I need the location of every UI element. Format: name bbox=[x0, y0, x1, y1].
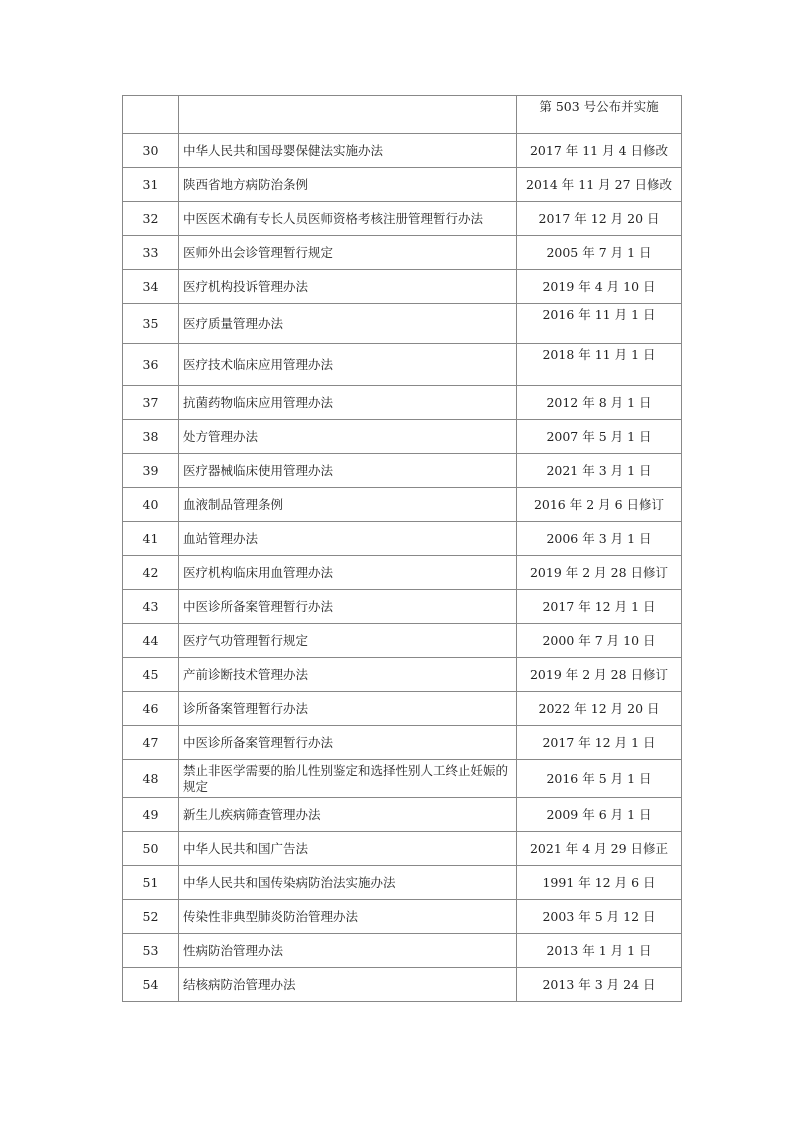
effective-date: 2016 年 11 月 1 日 bbox=[517, 304, 682, 344]
table-row bbox=[123, 236, 682, 270]
table-row bbox=[123, 658, 682, 692]
effective-date: 2019 年 2 月 28 日修订 bbox=[517, 556, 682, 590]
table-row bbox=[123, 344, 682, 386]
effective-date: 2003 年 5 月 12 日 bbox=[517, 900, 682, 934]
regulation-name: 中华人民共和国广告法 bbox=[179, 832, 517, 866]
row-number: 50 bbox=[123, 832, 179, 866]
table-row bbox=[123, 624, 682, 658]
table-row bbox=[123, 96, 682, 134]
effective-date: 2007 年 5 月 1 日 bbox=[517, 420, 682, 454]
effective-date: 2014 年 11 月 27 日修改 bbox=[517, 168, 682, 202]
regulation-name: 医疗机构临床用血管理办法 bbox=[179, 556, 517, 590]
table-row bbox=[123, 590, 682, 624]
effective-date: 2017 年 12 月 1 日 bbox=[517, 590, 682, 624]
table-row bbox=[123, 692, 682, 726]
regulation-name: 诊所备案管理暂行办法 bbox=[179, 692, 517, 726]
table-row bbox=[123, 522, 682, 556]
row-number: 53 bbox=[123, 934, 179, 968]
table-row bbox=[123, 760, 682, 798]
effective-date: 2016 年 5 月 1 日 bbox=[517, 760, 682, 798]
table-row bbox=[123, 488, 682, 522]
row-number: 33 bbox=[123, 236, 179, 270]
regulation-name: 传染性非典型肺炎防治管理办法 bbox=[179, 900, 517, 934]
regulation-name: 性病防治管理办法 bbox=[179, 934, 517, 968]
effective-date: 2013 年 3 月 24 日 bbox=[517, 968, 682, 1002]
effective-date: 2000 年 7 月 10 日 bbox=[517, 624, 682, 658]
row-number: 40 bbox=[123, 488, 179, 522]
table-row bbox=[123, 386, 682, 420]
regulation-name: 陕西省地方病防治条例 bbox=[179, 168, 517, 202]
row-number: 37 bbox=[123, 386, 179, 420]
row-number: 51 bbox=[123, 866, 179, 900]
row-number: 48 bbox=[123, 760, 179, 798]
table-row bbox=[123, 968, 682, 1002]
regulation-name: 抗菌药物临床应用管理办法 bbox=[179, 386, 517, 420]
row-number: 30 bbox=[123, 134, 179, 168]
row-number: 35 bbox=[123, 304, 179, 344]
regulation-name: 中医诊所备案管理暂行办法 bbox=[179, 590, 517, 624]
row-number: 36 bbox=[123, 344, 179, 386]
regulation-name: 医疗质量管理办法 bbox=[179, 304, 517, 344]
effective-date: 2017 年 12 月 20 日 bbox=[517, 202, 682, 236]
row-number bbox=[123, 96, 179, 134]
regulation-name: 中医医术确有专长人员医师资格考核注册管理暂行办法 bbox=[179, 202, 517, 236]
row-number: 54 bbox=[123, 968, 179, 1002]
table-row bbox=[123, 556, 682, 590]
row-number: 39 bbox=[123, 454, 179, 488]
effective-date: 第 503 号公布并实施 bbox=[517, 96, 682, 134]
row-number: 43 bbox=[123, 590, 179, 624]
row-number: 38 bbox=[123, 420, 179, 454]
effective-date: 2021 年 4 月 29 日修正 bbox=[517, 832, 682, 866]
row-number: 45 bbox=[123, 658, 179, 692]
effective-date: 1991 年 12 月 6 日 bbox=[517, 866, 682, 900]
table-row bbox=[123, 168, 682, 202]
regulation-name: 产前诊断技术管理办法 bbox=[179, 658, 517, 692]
regulation-name: 结核病防治管理办法 bbox=[179, 968, 517, 1002]
table-row bbox=[123, 420, 682, 454]
row-number: 47 bbox=[123, 726, 179, 760]
row-number: 42 bbox=[123, 556, 179, 590]
effective-date: 2017 年 12 月 1 日 bbox=[517, 726, 682, 760]
regulation-name: 中华人民共和国传染病防治法实施办法 bbox=[179, 866, 517, 900]
row-number: 34 bbox=[123, 270, 179, 304]
effective-date: 2021 年 3 月 1 日 bbox=[517, 454, 682, 488]
regulation-name: 医疗气功管理暂行规定 bbox=[179, 624, 517, 658]
effective-date: 2022 年 12 月 20 日 bbox=[517, 692, 682, 726]
row-number: 52 bbox=[123, 900, 179, 934]
effective-date: 2019 年 2 月 28 日修订 bbox=[517, 658, 682, 692]
regulations-table bbox=[122, 95, 682, 1002]
regulation-name: 血液制品管理条例 bbox=[179, 488, 517, 522]
table-row bbox=[123, 202, 682, 236]
table-row bbox=[123, 134, 682, 168]
regulation-name: 医师外出会诊管理暂行规定 bbox=[179, 236, 517, 270]
table-row bbox=[123, 866, 682, 900]
regulation-name: 医疗技术临床应用管理办法 bbox=[179, 344, 517, 386]
effective-date: 2013 年 1 月 1 日 bbox=[517, 934, 682, 968]
regulation-name: 医疗器械临床使用管理办法 bbox=[179, 454, 517, 488]
effective-date: 2009 年 6 月 1 日 bbox=[517, 798, 682, 832]
table-row bbox=[123, 832, 682, 866]
regulation-name: 禁止非医学需要的胎儿性别鉴定和选择性别人工终止妊娠的规定 bbox=[179, 760, 517, 798]
regulation-name: 处方管理办法 bbox=[179, 420, 517, 454]
table-row bbox=[123, 934, 682, 968]
effective-date: 2006 年 3 月 1 日 bbox=[517, 522, 682, 556]
regulation-name: 中华人民共和国母婴保健法实施办法 bbox=[179, 134, 517, 168]
regulation-name: 医疗机构投诉管理办法 bbox=[179, 270, 517, 304]
row-number: 44 bbox=[123, 624, 179, 658]
table-row bbox=[123, 304, 682, 344]
row-number: 49 bbox=[123, 798, 179, 832]
effective-date: 2019 年 4 月 10 日 bbox=[517, 270, 682, 304]
regulation-name: 血站管理办法 bbox=[179, 522, 517, 556]
regulation-name: 新生儿疾病筛查管理办法 bbox=[179, 798, 517, 832]
regulation-name: 中医诊所备案管理暂行办法 bbox=[179, 726, 517, 760]
table-row bbox=[123, 900, 682, 934]
effective-date: 2005 年 7 月 1 日 bbox=[517, 236, 682, 270]
effective-date: 2012 年 8 月 1 日 bbox=[517, 386, 682, 420]
row-number: 32 bbox=[123, 202, 179, 236]
effective-date: 2016 年 2 月 6 日修订 bbox=[517, 488, 682, 522]
row-number: 31 bbox=[123, 168, 179, 202]
table-row bbox=[123, 270, 682, 304]
table-row bbox=[123, 454, 682, 488]
row-number: 46 bbox=[123, 692, 179, 726]
regulation-name bbox=[179, 96, 517, 134]
effective-date: 2018 年 11 月 1 日 bbox=[517, 344, 682, 386]
table-row bbox=[123, 798, 682, 832]
table-row bbox=[123, 726, 682, 760]
row-number: 41 bbox=[123, 522, 179, 556]
effective-date: 2017 年 11 月 4 日修改 bbox=[517, 134, 682, 168]
